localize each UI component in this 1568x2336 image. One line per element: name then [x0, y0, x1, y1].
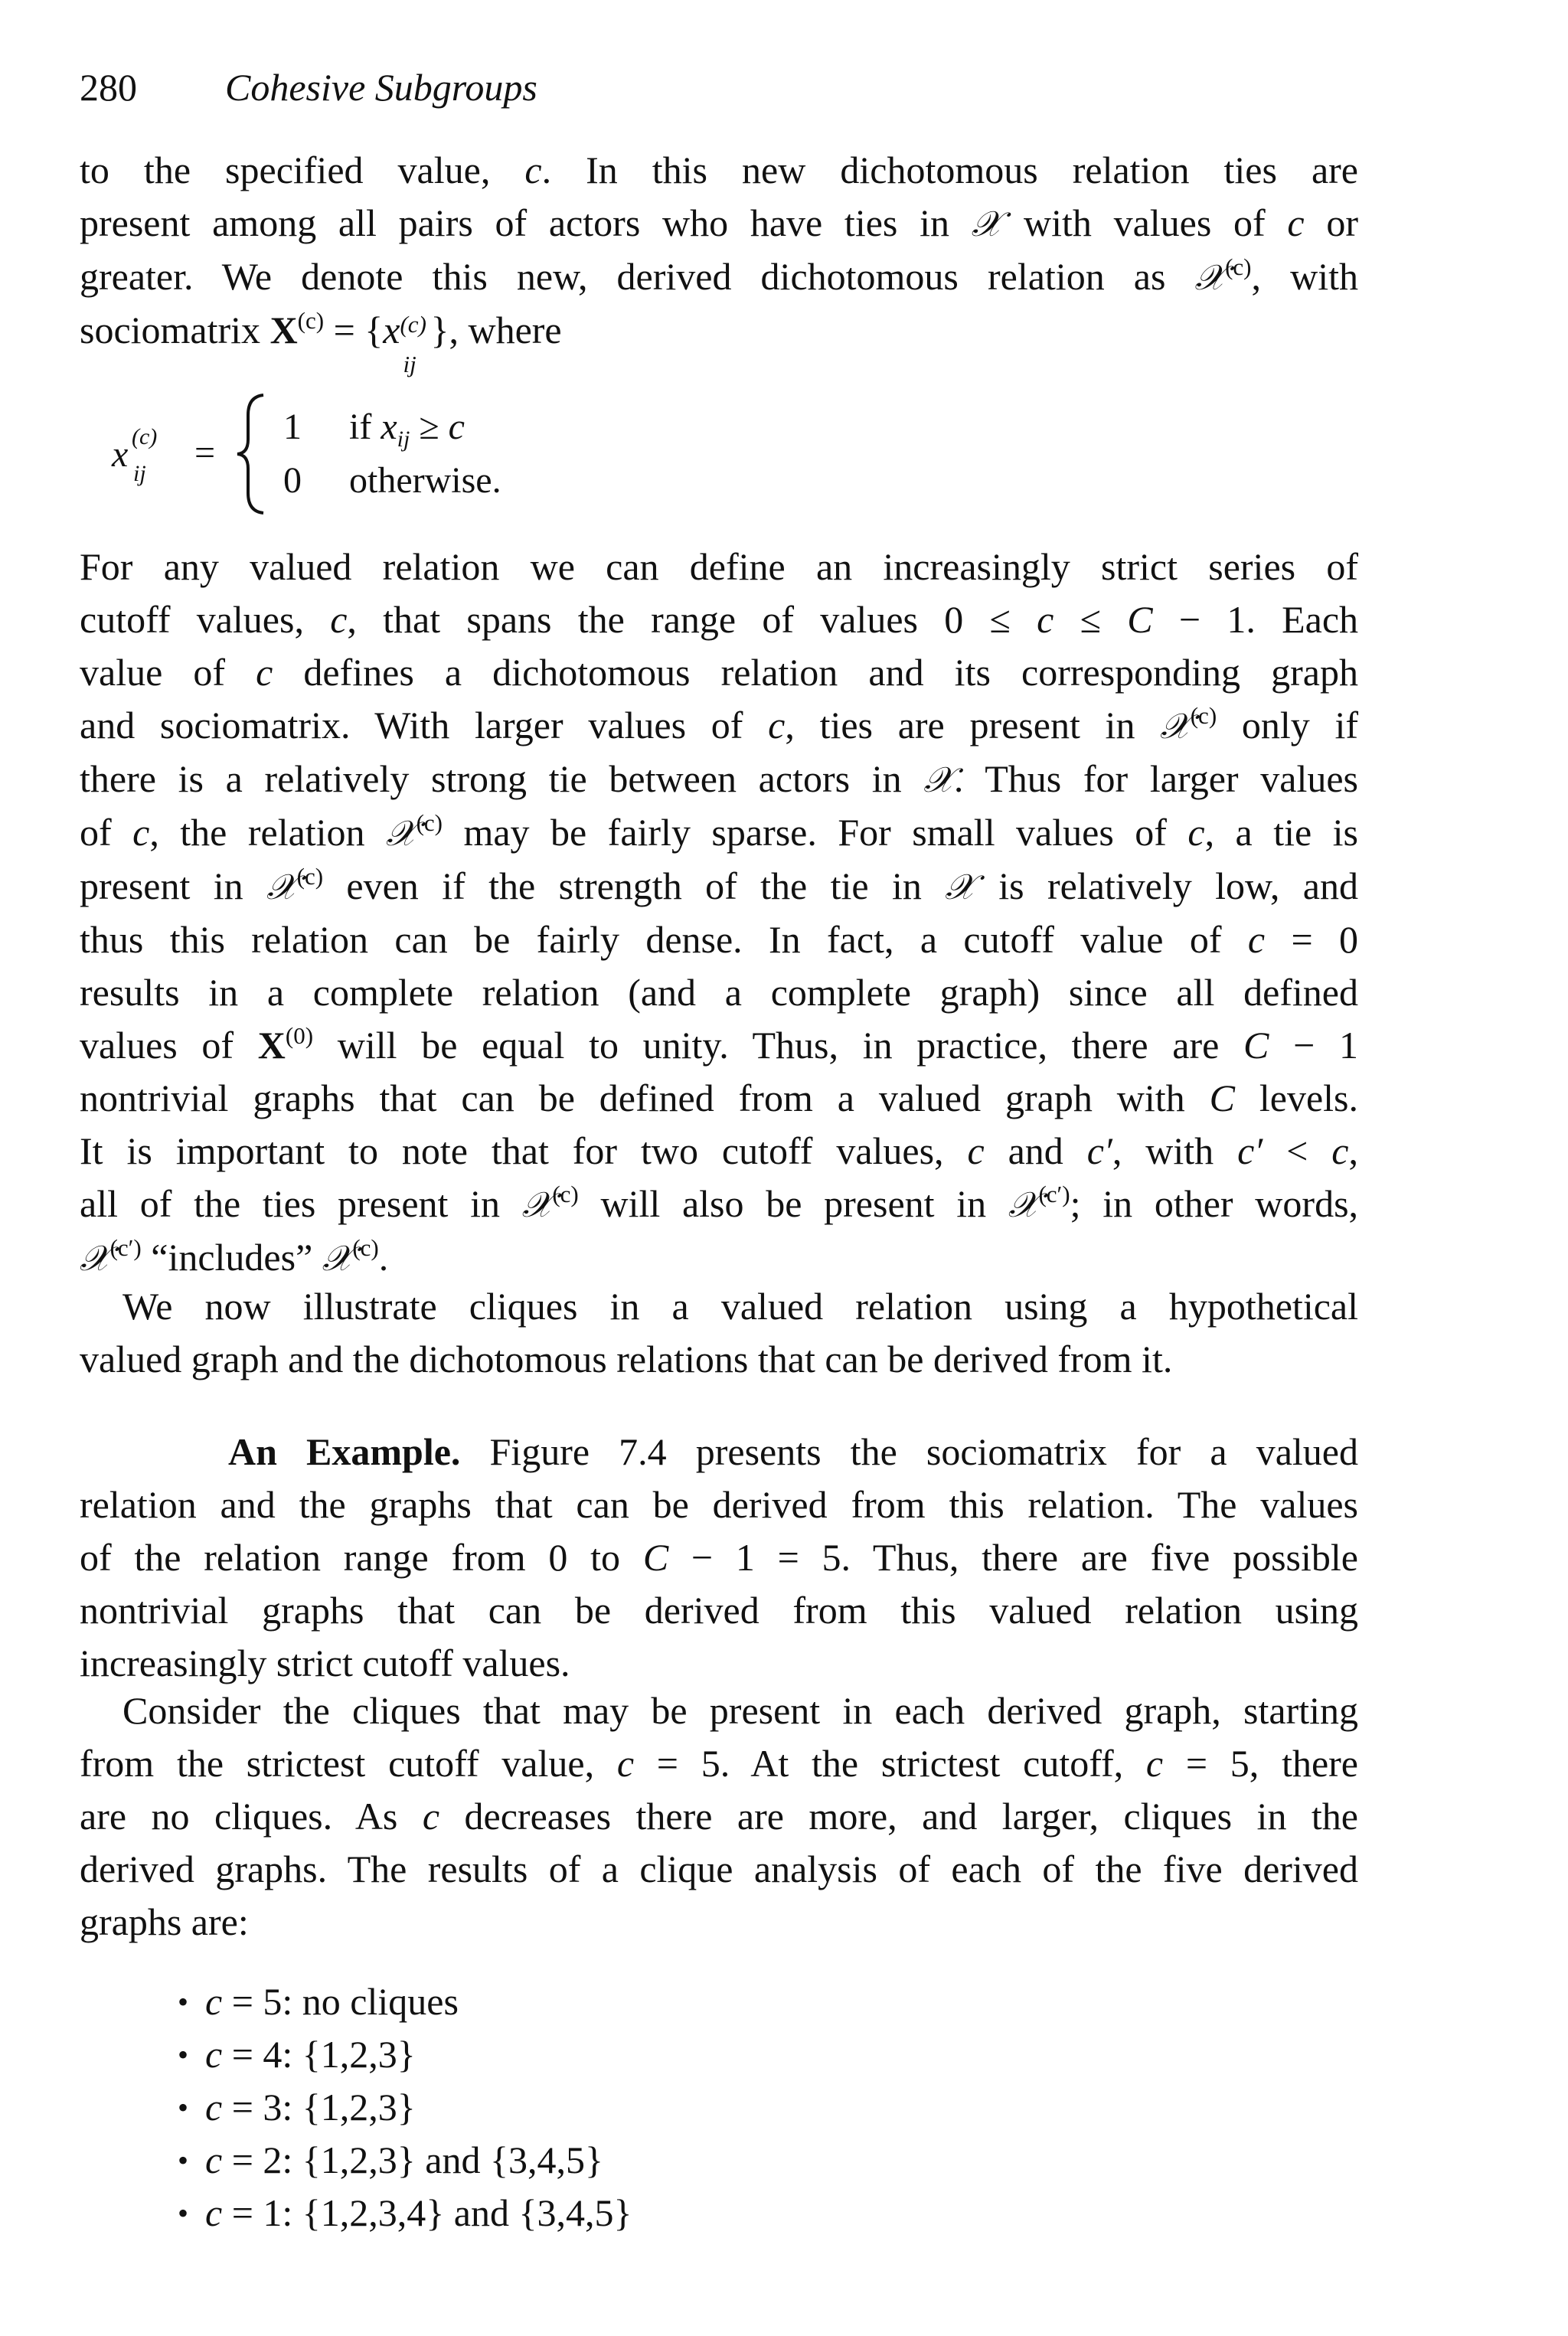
text-line: 𝒳$^{(c')}$ “includes” 𝒳$^{(c)}$. [80, 1233, 389, 1279]
text-line: present in 𝒳$^{(c)}$ even if the strength of the tie in 𝒳 is relatively low, and [80, 862, 1358, 907]
paragraph-illustration [80, 1280, 1358, 1386]
bullet-icon: • [178, 1985, 189, 2019]
text-line: of c, the relation 𝒳$^{(c)}$ may be fairly sparse. For small values of c, a tie is [80, 809, 1358, 854]
running-head [80, 64, 537, 110]
text-line: graphs are: [80, 1900, 249, 1943]
text-line: from the strictest cutoff value, c = 5. At the strictest cutoff, c = 5, there [80, 1742, 1358, 1785]
section-heading: An Example. [228, 1430, 461, 1473]
text-line: For any valued relation we can define an increasingly strict series of [80, 545, 1358, 588]
text-line: sociomatrix $X^{(c)} = \{x$ (c) ij }, where [80, 306, 562, 377]
text-line: nontrivial graphs that can be derived from this valued relation using [80, 1589, 1358, 1632]
equation-case-1: 1 if $x_{ij} \ge c$ [283, 407, 465, 452]
text-line: increasingly strict cutoff values. [80, 1642, 570, 1684]
text-line: all of the ties present in 𝒳$^{(c)}$ will also be present in 𝒳$^{(c')}$; in other words, [80, 1180, 1359, 1225]
dichotomization-equation [80, 398, 769, 513]
list-item: • c = 1: {1,2,3,4} and {3,4,5} [178, 2187, 632, 2240]
text-line: results in a complete relation (and a complete graph) since all defined [80, 971, 1358, 1014]
text-line: there is a relatively strong tie between actors in 𝒳. Thus for larger values [80, 757, 1359, 800]
bullet-icon: • [178, 2037, 189, 2072]
list-item: • c = 2: {1,2,3} and {3,4,5} [178, 2134, 632, 2187]
running-title: Cohesive Subgroups [225, 66, 537, 109]
text-line: are no cliques. As c decreases there are more, and larger, cliques in the [80, 1795, 1358, 1838]
text-line: We now illustrate cliques in a valued relation using a hypothetical [122, 1285, 1358, 1328]
paragraph-cutoff-values [80, 541, 1358, 1285]
bullet-icon: • [178, 2196, 189, 2230]
equals-sign: = [194, 433, 216, 473]
text-line: It is important to note that for two cutoff values, c and c′, with c′ < c, [80, 1129, 1358, 1172]
paragraph-clique-analysis [80, 1684, 1358, 1949]
clique-results-list [178, 1975, 632, 2240]
text-line: of the relation range from 0 to C − 1 = 5. Thus, there are five possible [80, 1536, 1358, 1579]
list-item: • c = 5: no cliques [178, 1975, 632, 2028]
text-line: derived graphs. The results of a clique analysis of each of the five derived [80, 1848, 1358, 1890]
text-line: An Example. Figure 7.4 presents the sociomatrix for a valued [228, 1430, 1358, 1473]
equation-lhs: x (c) ij [112, 424, 158, 486]
equation-case-2: 0 otherwise. [283, 460, 501, 501]
text-line: thus this relation can be fairly dense. In fact, a cutoff value of c = 0 [80, 918, 1358, 961]
paragraph-example [80, 1426, 1358, 1690]
text-line: relation and the graphs that can be derived from this relation. The values [80, 1483, 1358, 1526]
text-line: present among all pairs of actors who have ties in 𝒳 with values of c or [80, 201, 1358, 244]
text-line: Consider the cliques that may be present in each derived graph, starting [122, 1689, 1358, 1732]
text-line: cutoff values, c, that spans the range of values 0 ≤ c ≤ C − 1. Each [80, 598, 1359, 641]
page-number: 280 [80, 66, 137, 109]
left-brace-icon [233, 392, 271, 516]
text-line: nontrivial graphs that can be defined from a valued graph with C levels. [80, 1077, 1358, 1119]
list-item: • c = 4: {1,2,3} [178, 2028, 632, 2081]
text-line: value of c defines a dichotomous relation and its corresponding graph [80, 651, 1358, 694]
bullet-icon: • [178, 2143, 189, 2178]
list-item: • c = 3: {1,2,3} [178, 2081, 632, 2134]
paragraph-intro [80, 144, 1358, 377]
text-line: and sociomatrix. With larger values of c, ties are present in 𝒳$^{(c)}$ only if [80, 701, 1358, 747]
text-line: valued graph and the dichotomous relations that can be derived from it. [80, 1338, 1173, 1380]
bullet-icon: • [178, 2090, 189, 2125]
text-line: to the specified value, c. In this new dichotomous relation ties are [80, 149, 1358, 191]
text-line: greater. We denote this new, derived dichotomous relation as 𝒳$^{(c)}$, with [80, 253, 1358, 298]
text-line: values of $X^{(0)}$ will be equal to unity. Thus, in practice, there are C − 1 [80, 1021, 1358, 1067]
